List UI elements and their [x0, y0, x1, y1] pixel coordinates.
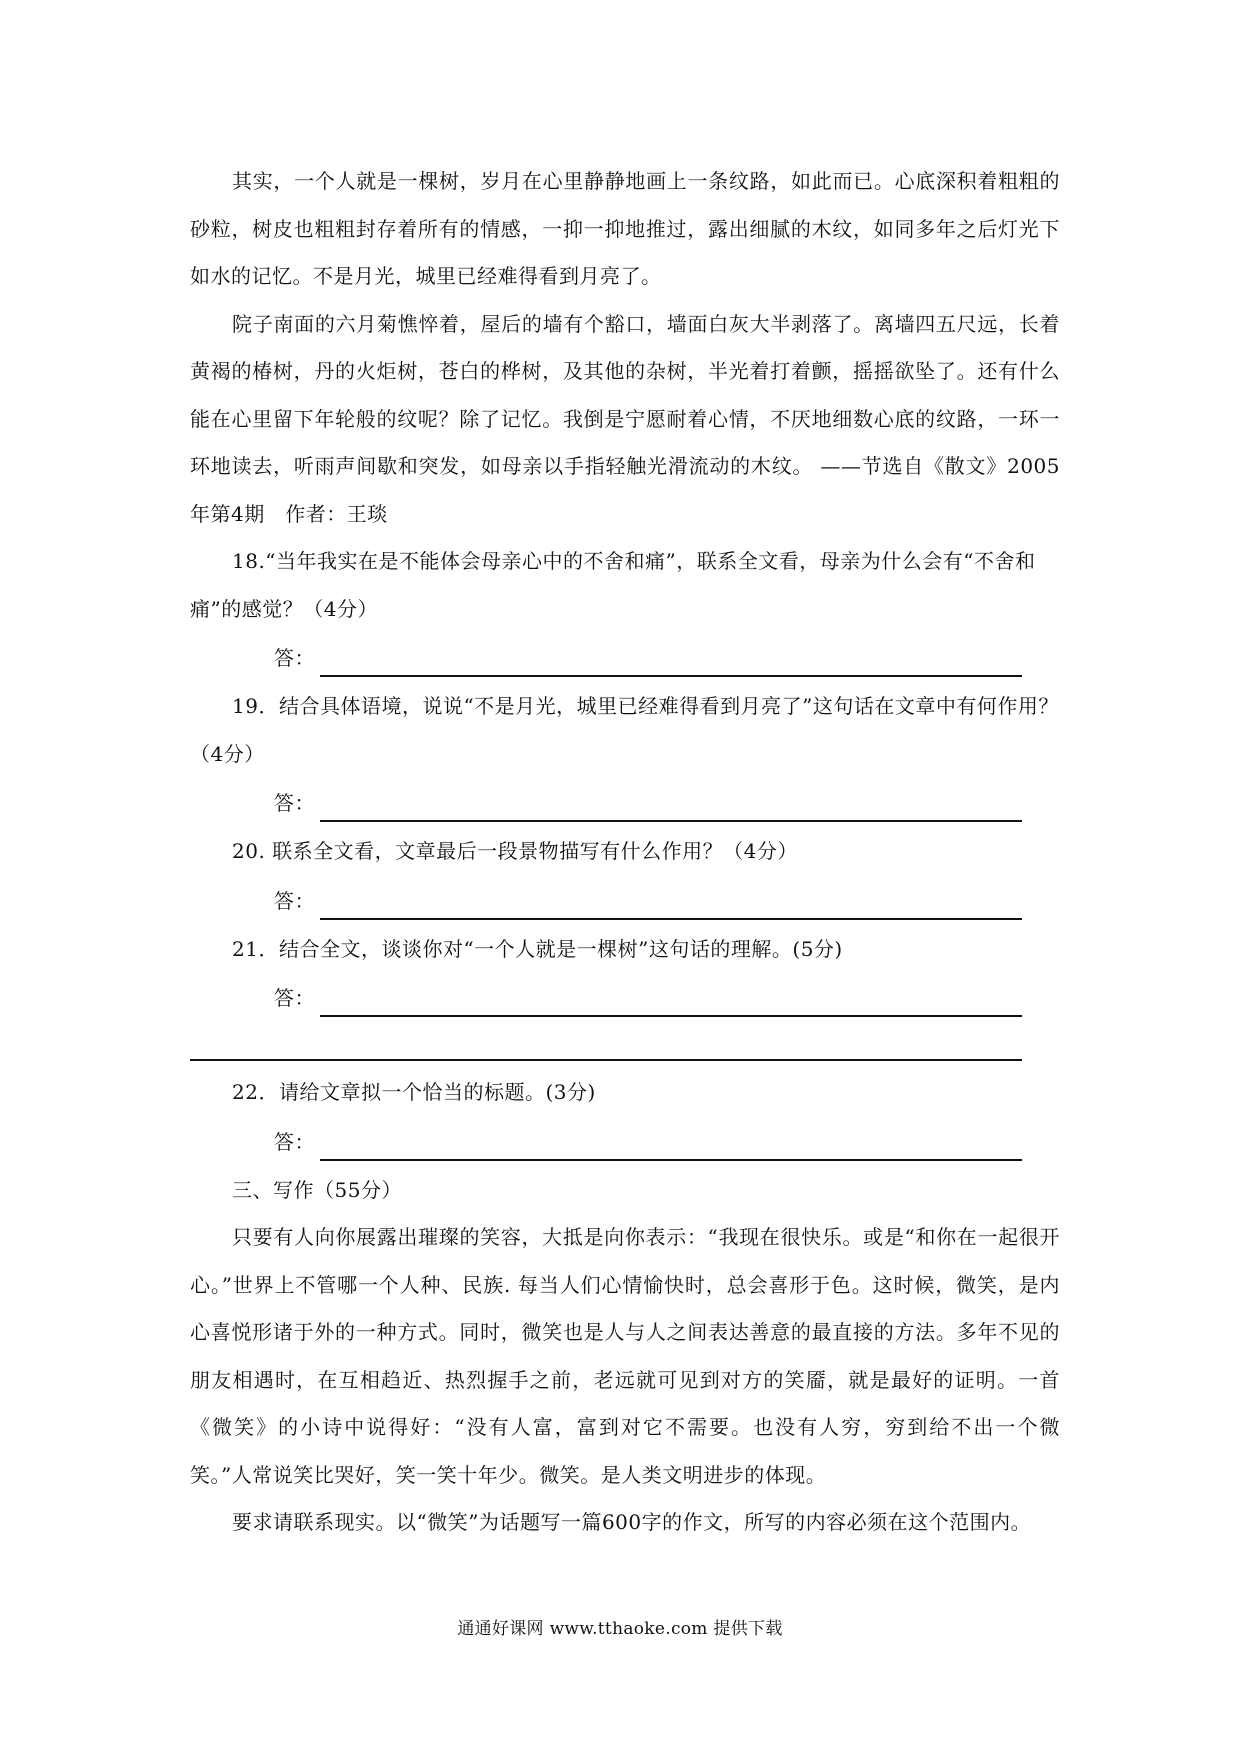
- question-18: 18.“当年我实在是不能体会母亲心中的不舍和痛”，联系全文看，母亲为什么会有“不舍和痛”的感觉？（4分）: [190, 549, 1036, 621]
- writing-heading: 三、写作（55分）: [232, 1177, 402, 1202]
- answer-row-19: [274, 778, 1060, 828]
- answer-label: 答：: [274, 1129, 315, 1154]
- writing-paragraph-2: 要求请联系现实。以“微笑”为话题写一篇600字的作文，所写的内容必须在这个范围内。: [232, 1510, 1032, 1534]
- writing-paragraph-1: 只要有人向你展露出璀璨的笑容，大抵是向你表示：“我现在很快乐。或是“和你在一起很开心。”世界上不管哪一个人种、民族. 每当人们心情愉快时，总会喜形于色。这时候，微笑，是内心喜悦形诸于外的一种方式。同时，微笑也是人与人之间表达善意的最直接的方法。多年不见的朋友相遇时，在互相趋近、热烈握手之前，老远就可见到对方的笑靥，就是最好的证明。一首《微笑》的小诗中说得好：“没有人富，富到对它不需要。也没有人穷，穷到给不出一个微笑。”人常说笑比哭好，笑一笑十年少。微笑。是人类文明进步的体现。: [190, 1225, 1060, 1487]
- answer-row-21: [274, 973, 1060, 1023]
- question-22: 22．请给文章拟一个恰当的标题。(3分): [232, 1080, 596, 1104]
- page-footer: 通通好课网 www.tthaoke.com 提供下载: [457, 1619, 783, 1639]
- answer-line-18[interactable]: [320, 675, 1022, 677]
- answer-extra-line-21[interactable]: [190, 1023, 1060, 1069]
- question-19: 19．结合具体语境，说说“不是月光，城里已经难得看到月亮了”这句话在文章中有何作用？（4分）: [190, 694, 1059, 766]
- passage-paragraph-1: 其实，一个人就是一棵树，岁月在心里静静地画上一条纹路，如此而已。心底深积着粗粗的砂粒，树皮也粗粗封存着所有的情感，一抑一抑地推过，露出细腻的木纹，如同多年之后灯光下如水的记忆。不是月光，城里已经难得看到月亮了。: [190, 169, 1060, 288]
- question-21: 21．结合全文，谈谈你对“一个人就是一棵树”这句话的理解。(5分): [232, 936, 843, 961]
- answer-row-18: [274, 633, 1060, 683]
- page-content: [190, 158, 1060, 1547]
- question-20: 20. 联系全文看，文章最后一段景物描写有什么作用？（4分）: [232, 839, 798, 863]
- answer-line-19[interactable]: [320, 820, 1022, 822]
- answer-row-22: [274, 1117, 1060, 1167]
- answer-row-20: [274, 876, 1060, 926]
- answer-line-22[interactable]: [320, 1159, 1022, 1161]
- answer-label: 答：: [274, 646, 315, 670]
- answer-line-21-extra: [190, 1059, 1022, 1061]
- answer-label: 答：: [274, 986, 315, 1010]
- passage-paragraph-2: 院子南面的六月菊憔悴着，屋后的墙有个豁口，墙面白灰大半剥落了。离墙四五尺远，长着黄褐的椿树，丹的火炬树，苍白的桦树，及其他的杂树，半光着打着颤，摇摇欲坠了。还有什么能在心里留下年轮般的纹呢？除了记忆。我倒是宁愿耐着心情，不厌地细数心底的纹路，一环一环地读去，听雨声间歇和突发，如母亲以手指轻触光滑流动的木纹。 ——节选自《散文》2005年第4期 作者：王琰: [190, 311, 1060, 526]
- answer-line-20[interactable]: [320, 918, 1022, 920]
- answer-line-21[interactable]: [320, 1015, 1022, 1017]
- answer-label: 答：: [274, 888, 315, 913]
- answer-label: 答：: [274, 791, 315, 815]
